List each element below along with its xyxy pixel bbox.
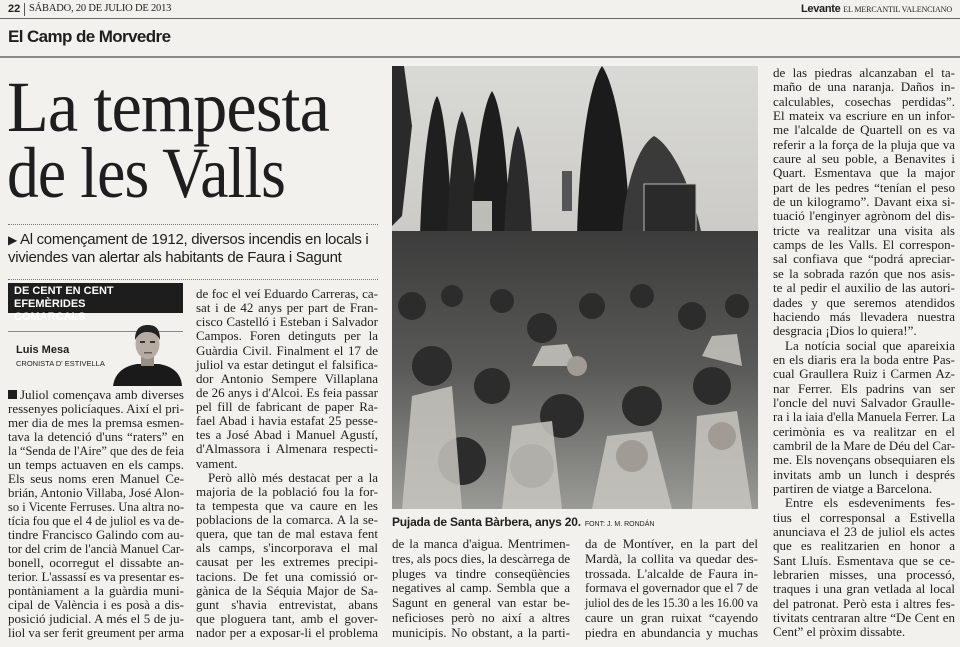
text-line [196,442,378,456]
subhead-bottom-rule [8,279,378,280]
text-line-content: tres, als pocs dies, la descàrrega de [392,550,570,566]
text-line [196,485,378,499]
text-line-content: piedra en abundancia y muchas [585,624,758,640]
text-line-content: de las piedras alcanzaban el ta- [773,65,955,80]
text-line [392,596,570,610]
text-line-content: tricte va realitzar una visita als [773,222,955,238]
article-column-3 [392,537,570,640]
text-line [196,499,378,513]
text-line [773,511,955,525]
text-line [8,472,184,486]
text-line [8,402,184,416]
text-line [8,486,184,500]
text-line-content: Sagunt en general van estar be- [392,595,570,611]
text-line [773,95,955,109]
text-line-content: camps de les Valls. El correspon- [773,237,955,253]
text-line-content: calculables, cosechas perdidas”. [773,93,955,109]
text-line-content: d'Almassora i Almenara respecti- [196,441,378,457]
text-line-content: brián, Antonio Villaba, José Alon- [8,485,184,500]
text-line-content: l'oncle del nuvi Salvador Graulle- [773,394,955,410]
text-line-content: quera, que tan de mal estava fent [196,526,378,542]
text-line [196,513,378,527]
text-line [773,123,955,137]
text-line-content: El mateix va escriure en un infor- [773,108,955,124]
text-line-content: ta tempesta que va caure en les [196,497,378,513]
text-line [773,296,955,310]
text-line-content: Cent” el pròxim dissabte. [773,624,906,640]
text-line [773,267,955,281]
text-line-content: lebrarien misses, una processó, [773,567,955,583]
text-line-content: cual Graullera Ruiz i Carmen Az- [773,366,955,382]
text-line-content: tindre Francisco Galindo com au- [8,527,184,542]
text-line [392,611,570,625]
text-line-content: cisco Castelló i Esteban i Salvador [196,314,378,330]
text-line [196,584,378,598]
text-line-content: caure un gran ruixat “cayendo [585,610,758,626]
text-line [773,353,955,367]
text-line [773,310,955,324]
text-line-content: majoria de la població fou la for- [196,483,378,499]
text-line [196,414,378,428]
text-line-content: vament. [196,455,238,471]
text-line-content: de foc el veí Eduardo Carreras, ca- [196,286,378,301]
text-line [196,457,378,471]
text-line [196,315,378,329]
text-line-content: neficioses però no així a altres [392,610,570,626]
text-line [196,612,378,626]
text-line-content: mer dia de mes la premsa esmen- [8,415,184,430]
text-line [8,514,184,528]
text-line-content: que ploguera tant, amb el gover- [196,610,378,626]
text-line-content: ressenyes policíaques. Així el pri- [8,401,184,416]
caption-text: Pujada de Santa Bàrbera, anys 20. [392,515,581,529]
series-title-2: COMARCALS [14,311,86,323]
text-line-content: posició judicial. A més el 5 de ju- [8,611,184,626]
subhead-text-1: Al començament de 1912, diversos incendis en locals i [19,231,369,248]
text-line-content: liol va ser ferit greument per arma [8,625,184,640]
text-line-content: part de les pedres “tenían el peso [773,179,955,195]
subhead-line-2: viviendes van alertar als habitants de Faura i Sagunt [8,249,342,266]
text-line-content: te al pedir el auxilio de las autori- [773,280,955,296]
text-line-content: juliol des de les 15.30 a les 16.00 va [585,595,758,611]
text-line-content: tivitats centraran altre “De Cent en [773,610,955,626]
text-line [8,500,184,514]
article-column-4 [585,537,758,640]
series-title-1: DE CENT EN CENT EFEMÈRIDES [14,285,114,310]
text-line [585,552,758,566]
text-line [773,496,955,510]
text-line [773,597,955,611]
text-line-content: tícia fou que el 4 de juliol es va de- [8,513,184,528]
text-line [773,439,955,453]
text-line-content: dor Antonio Sempere Villaplana [196,370,378,386]
text-line [773,525,955,539]
text-line-content: en els diaris era la boda entre Pas- [773,351,955,367]
text-line-content: partiren de viatge a Barcelona. [773,480,933,496]
text-line [8,556,184,570]
text-line [773,482,955,496]
text-line [773,238,955,252]
text-line [773,468,955,482]
text-line [773,625,955,639]
text-line [773,554,955,568]
issue-date: SÁBADO, 20 DE JULIO DE 2013 [29,3,172,14]
brand-subtitle: EL MERCANTIL VALENCIANO [843,5,952,14]
text-line-content: un temps actuaven en els camps. [8,457,184,472]
text-line [196,372,378,386]
text-line [8,626,184,640]
text-line-content: da de Montíver, en la part del [585,536,758,551]
text-line-content: se la sobrada razón que nos asis- [773,265,955,281]
text-line-content: dades y que seremos atendidos [773,294,955,310]
text-line [8,584,184,598]
text-line [773,539,955,553]
text-line [196,358,378,372]
text-line-content: poblacions de la comarca. A la se- [196,512,378,527]
text-line [773,66,955,80]
subhead-top-rule [8,224,378,225]
text-line-content: anunciava el 23 de juliol els actes [773,524,955,539]
text-line-content: sat i de 42 anys per part de Fran- [196,300,378,316]
text-line-content: pel fill de fabricant de paper Ra- [196,399,378,414]
text-line [196,386,378,400]
text-line [196,626,378,640]
text-line [8,416,184,430]
text-line [773,281,955,295]
text-line [392,581,570,595]
text-line-content: traques i una gran vetlada al local [773,581,955,597]
article-column-1 [8,388,184,640]
text-line [773,109,955,123]
triangle-right-icon: ▶ [8,233,17,247]
text-line [196,555,378,569]
text-line-content: de 26 anys i d'Alcoi. Es feia passar [196,384,378,400]
text-line-content: gunt s'havia entrevistat, abans [196,596,378,612]
text-line [8,612,184,626]
text-line-content: Quart. Esmentava que la major [773,165,955,181]
text-line-content: Mardà, la collita va quedar des- [585,550,758,566]
text-line-content: so i Vicente Ferruses. Una altra no- [8,499,184,514]
text-line-content: maño de una naranja. Daños in- [773,79,955,95]
text-line [773,324,955,338]
newspaper-brand [801,3,952,15]
text-line-content: negatives al camp. Sembla que a [392,580,570,596]
text-line-content: als camps, s'incorporava el mal [196,540,378,556]
text-line [773,396,955,410]
text-line [196,344,378,358]
text-line [773,252,955,266]
text-line [773,166,955,180]
text-line-content: desgracia ¡Dios lo quiera!”. [773,323,917,339]
text-line [773,582,955,596]
text-line [196,287,378,301]
text-line [773,410,955,424]
text-line [392,552,570,566]
text-line-content: me l'alcalde de Quartell on es va [773,122,955,138]
text-line [773,195,955,209]
text-line [773,152,955,166]
text-line-content: municipis. No obstant, a la parti- [392,624,570,640]
text-line-content: la “Senda de l'Aire” que des de feia [8,443,184,458]
text-line [392,567,570,581]
header-separator [24,3,25,16]
text-line-content: trossada. L'alcalde de Faura in- [585,565,758,581]
brand-name: Levante [800,3,841,15]
text-line [773,80,955,94]
text-line [196,570,378,584]
text-line [773,138,955,152]
text-line [196,428,378,442]
headline-line-1: La tempesta [7,67,329,147]
text-line-content: tava la detenció d'uns “raters” en [8,429,184,444]
text-line [773,209,955,223]
text-line [773,611,955,625]
text-line-content: del patronat. Però esta i altres fes- [773,595,955,611]
text-line [8,542,184,556]
text-line-content: La notícia social que apareixia [785,337,955,353]
text-line [196,329,378,343]
text-line-content: que es realitzarien en honor a [773,538,955,554]
headline-line-2: de les Valls [7,133,285,213]
text-line-content: gànica de la Séquia Major de Sa- [196,582,378,598]
text-line-content: terior. L'assassí es va presentar es- [8,569,184,584]
text-line-content: caure al seu poble, a Benavites i [773,151,955,167]
text-line-content: ra i la iaia d'ella Manuela Ferrer. La [773,409,955,425]
author-role: CRONISTA D' ESTIVELLA [16,359,105,368]
text-line-content: Campos. Foren detinguts per la [196,328,378,344]
text-line-content: sal confiava que “podrá apreciar- [773,251,955,267]
page-number: 22 [8,3,21,15]
text-line [8,528,184,542]
text-line [773,367,955,381]
text-line [8,458,184,472]
text-line-content: invitats amb un lunch i després [773,466,955,482]
text-line [585,581,758,595]
text-line-content: me. Els novençans obsequiaren els [773,452,955,468]
text-line [773,382,955,396]
text-line [585,567,758,581]
text-line-content: tor del crim de l'ancià Manuel Car- [8,541,184,556]
historical-photo [392,66,758,509]
column-series-box [8,283,183,323]
text-line [8,444,184,458]
author-name: Luis Mesa [16,344,70,356]
text-line [196,598,378,612]
text-line-content: bonell, ocorregut el dissabte an- [8,555,184,570]
text-line [773,224,955,238]
text-line-content: cambril de la Mare de Déu del Car- [773,437,955,453]
text-line [773,425,955,439]
text-line-content: haciendo más llevadera nuestra [773,308,955,324]
text-line-content: nar Ferrer. Els padrins van ser [773,380,955,396]
text-line-content: Però allò més destacat per a la [208,469,378,485]
text-line-content: tius el corresponsal a Estivella [773,509,955,525]
text-line-content: cerimònia es va realitzar en el [773,423,955,439]
article-column-2 [196,287,378,640]
text-line [8,430,184,444]
text-line-content: pluges va tindre conseqüències [392,565,570,581]
text-line-content: tuació l'enginyer agrònom del dis- [773,208,955,224]
text-line [773,453,955,467]
section-rule [0,56,960,58]
text-line-content: causat per les extremes precipi- [196,554,378,570]
text-line-content: formava el governador que el 7 de [585,580,758,596]
photo-caption [392,513,654,531]
text-line-content: Sant Lluís. Esmentava que se ce- [773,552,955,568]
text-line [8,388,184,402]
text-line-content: tacions. De fet una comissió or- [196,568,378,584]
text-line-content: tes a José Abad i Manuel Agustí, [196,427,378,443]
page-header [8,3,952,17]
text-line-content: pontàniament a la guàrdia muni- [8,583,184,598]
text-line [585,596,758,610]
text-line [392,537,570,551]
square-bullet-icon [8,390,17,399]
text-line-content: juliol va estar detingut el falsifica- [196,356,378,372]
text-line-content: referir a la força de la pluja que va [773,136,955,152]
text-line [8,570,184,584]
section-title: El Camp de Morvedre [8,27,171,46]
subheadline [8,231,378,266]
text-line [585,626,758,640]
text-line [196,527,378,541]
text-line-content: cipal de València i es posà a dis- [8,597,184,612]
text-line [196,541,378,555]
text-line-content: Entre els esdeveniments fes- [785,495,955,511]
text-line [585,611,758,625]
text-line-content: fael Abad i havia estafat 25 pesse- [196,413,378,429]
author-photo [111,320,184,386]
photo-credit: FONT: J. M. RONDÁN [584,521,655,528]
header-rule [0,18,960,19]
text-line [773,181,955,195]
text-line-content: de un kilogramo”. Davant eixa si- [773,194,955,210]
article-column-5 [773,66,955,640]
text-line [196,471,378,485]
text-line [585,537,758,551]
text-line-content: nador per a exposar-li el problema [196,625,378,640]
text-line [392,626,570,640]
text-line [196,301,378,315]
text-line [8,598,184,612]
text-line-content: Guàrdia Civil. Finalment el 17 de [196,342,378,358]
text-line [773,568,955,582]
text-line-content: de la manca d'aigua. Mentrimen- [392,536,570,551]
subhead-line-1 [8,231,378,249]
text-line-content: Els seus noms eren Manuel Ce- [8,471,184,486]
text-line [773,339,955,353]
text-line-content: Juliol començava amb diverses [20,387,184,402]
text-line [196,400,378,414]
